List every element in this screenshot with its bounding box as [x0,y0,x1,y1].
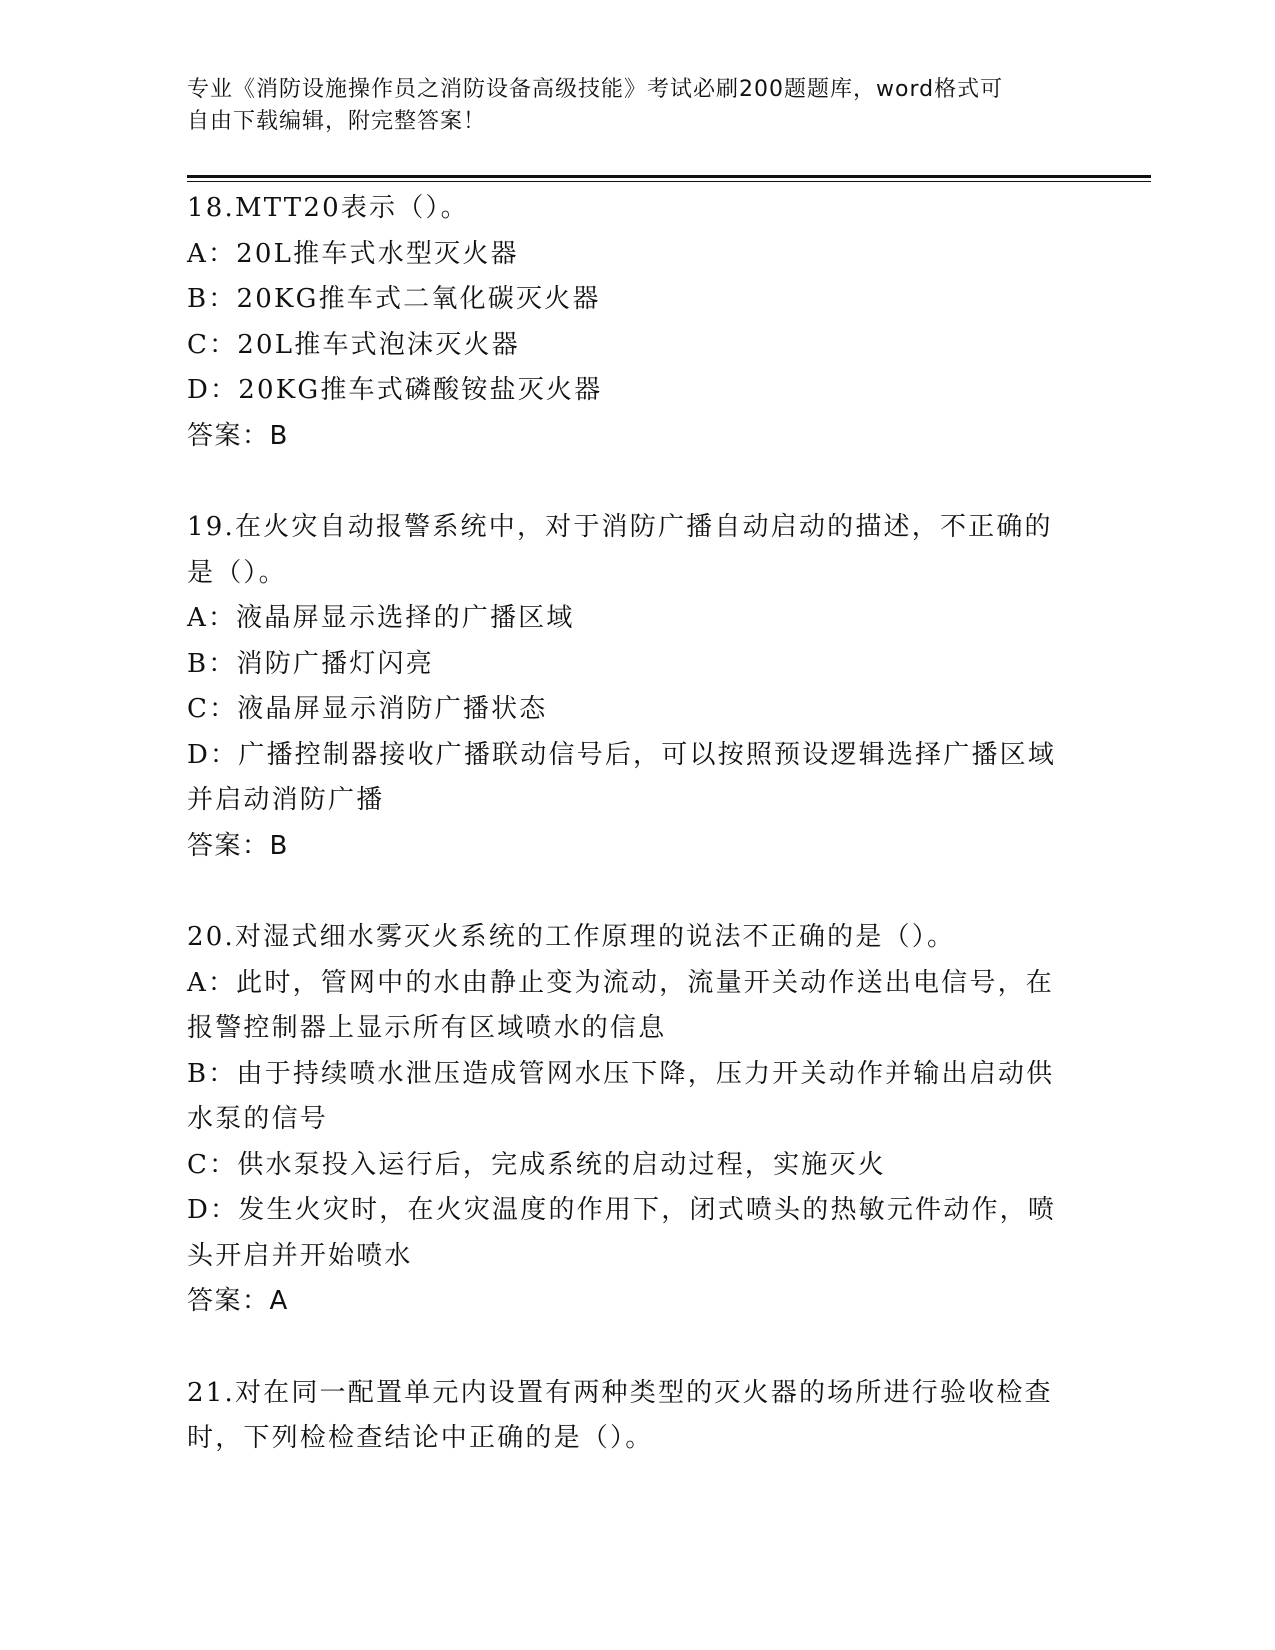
question-21 [187,1371,1087,1462]
option-b: B：消防广播灯闪亮 [187,648,434,679]
question-20 [187,915,1087,1325]
option-a: A：20L推车式水型灭火器 [187,238,519,269]
header-divider-thin [187,181,1151,182]
option-a-continued: 报警控制器上显示所有区域喷水的信息 [187,1013,667,1043]
answer-line: 答案：B [187,830,289,861]
option-a: A：液晶屏显示选择的广播区域 [187,603,575,633]
header-divider-thick [187,175,1151,178]
document-header [187,74,1057,138]
option-b-continued: 水泵的信号 [187,1104,329,1134]
question-stem-continued: 时，下列检检查结论中正确的是（）。 [187,1423,654,1453]
option-c: C：液晶屏显示消防广播状态 [187,694,548,724]
question-18 [187,186,1087,459]
question-stem: 18.MTT20表示（）。 [187,193,469,223]
option-c: C：供水泵投入运行后，完成系统的启动过程，实施灭火 [187,1149,886,1180]
question-stem: 21.对在同一配置单元内设置有两种类型的灭火器的场所进行验收检查 [187,1377,1053,1408]
question-stem: 19.在火灾自动报警系统中，对于消防广播自动启动的描述，不正确的 [187,512,1053,542]
option-b: B：20KG推车式二氧化碳灭火器 [187,284,601,314]
option-d: D：发生火灾时，在火灾温度的作用下，闭式喷头的热敏元件动作，喷 [187,1195,1057,1225]
header-line-2: 自由下载编辑，附完整答案！ [187,109,487,134]
option-d: D：20KG推车式磷酸铵盐灭火器 [187,375,603,405]
answer-line: 答案：A [187,1286,289,1316]
question-list [187,186,1087,1508]
option-a: A：此时，管网中的水由静止变为流动，流量开关动作送出电信号，在 [187,967,1054,998]
question-stem: 20.对湿式细水雾灭火系统的工作原理的说法不正确的是（）。 [187,922,956,952]
question-stem-continued: 是（）。 [187,557,287,588]
question-19 [187,505,1087,869]
option-d-continued: 头开启并开始喷水 [187,1240,413,1271]
answer-line: 答案：B [187,420,289,451]
option-d-continued: 并启动消防广播 [187,785,385,815]
option-d: D：广播控制器接收广播联动信号后，可以按照预设逻辑选择广播区域 [187,739,1057,770]
header-line-1: 专业《消防设施操作员之消防设备高级技能》考试必刷200题题库，word格式可 [187,77,1004,102]
option-c: C：20L推车式泡沫灭火器 [187,329,520,360]
option-b: B：由于持续喷水泄压造成管网水压下降，压力开关动作并输出启动供 [187,1058,1055,1089]
